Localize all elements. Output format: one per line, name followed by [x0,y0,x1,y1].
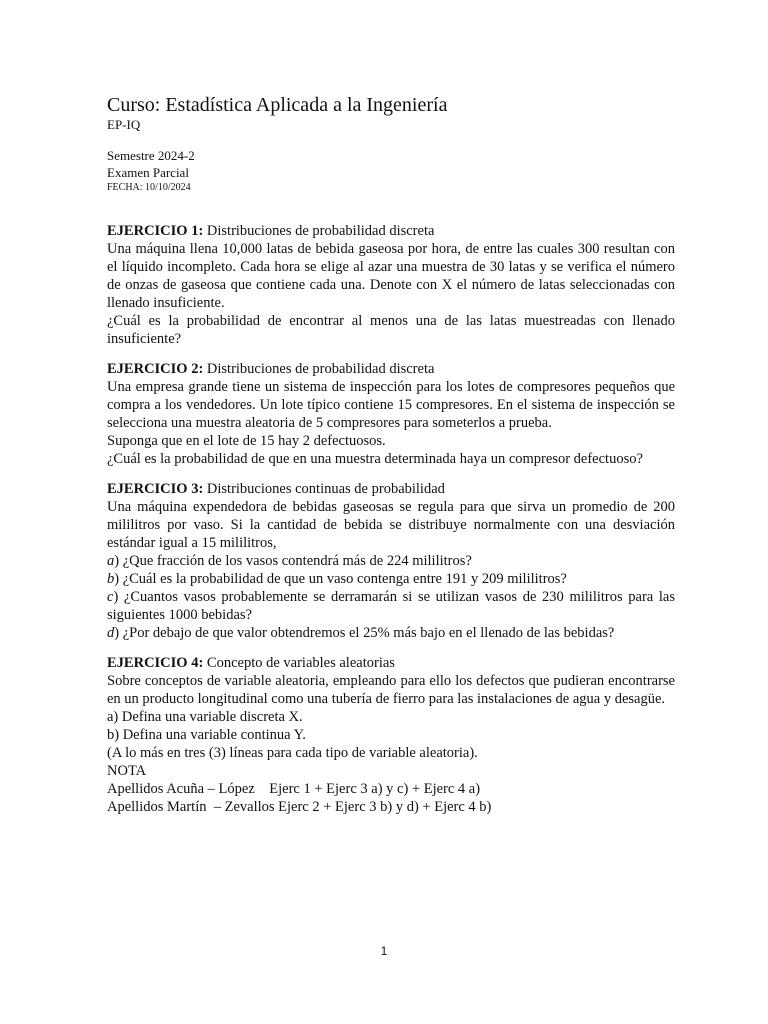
exercise-topic: Distribuciones de probabilidad discreta [203,223,435,239]
exercise-3 [107,480,675,642]
question-item-b: b) Defina una variable continua Y. [107,727,306,743]
question-item-c [107,588,675,624]
exercise-label: EJERCICIO 1: [107,223,204,239]
exercise-topic: Distribuciones continuas de probabilidad [203,481,445,497]
exercise-question: ¿Cuál es la probabilidad de que en una muestra determinada haya un compresor defectuoso? [107,451,643,467]
item-letter: d [107,625,115,641]
item-letter: b [107,571,115,587]
exercise-paragraph: Sobre conceptos de variable aleatoria, empleando para ello los defectos que pudieran encontrarse en un producto longitudinal como una tubería de fierro para las instalaciones de agua y desagüe. [107,673,675,707]
exercise-label: EJERCICIO 2: [107,361,204,377]
exam-page [107,94,675,816]
question-item-a [107,552,675,570]
exercise-paragraph: Una máquina llena 10,000 latas de bebida gaseosa por hora, de entre las cuales 300 resultan con el líquido incompleto. Cada hora se elige al azar una muestra de 30 latas y se verifica el número de onzas de gaseosa que contiene cada una. Denote con X el número de latas seleccionadas con llenado insuficiente. [107,241,675,311]
exercise-question: ¿Cuál es la probabilidad de encontrar al menos una de las latas muestreadas con llenado insuficiente? [107,313,675,347]
exam-type: Examen Parcial [107,165,189,180]
nota-assignment-row: Apellidos Martín – Zevallos Ejerc 2 + Ejerc 3 b) y d) + Ejerc 4 b) [107,799,492,815]
question-item-b [107,570,675,588]
exercise-2 [107,360,675,468]
item-text: ) ¿Por debajo de que valor obtendremos el 25% más bajo en el llenado de las bebidas? [114,625,615,641]
exercise-paragraph: Una empresa grande tiene un sistema de inspección para los lotes de compresores pequeños que compra a los vendedores. Un lote típico contiene 15 compresores. En el sistema de inspección se selecciona una muestra aleatoria de 5 compresores para someterlos a prueba. [107,379,675,431]
exercise-topic: Concepto de variables aleatorias [203,655,395,671]
question-item-a: a) Defina una variable discreta X. [107,709,303,725]
nota-heading: NOTA [107,763,147,779]
exercise-4 [107,654,675,816]
nota-assignment-row: Apellidos Acuña – López Ejerc 1 + Ejerc 3 a) y c) + Ejerc 4 a) [107,781,481,797]
exam-date: FECHA: 10/10/2024 [107,182,191,193]
program-code: EP-IQ [107,117,141,132]
exercise-paragraph: Suponga que en el lote de 15 hay 2 defectuosos. [107,433,386,449]
instruction-note: (A lo más en tres (3) líneas para cada tipo de variable aleatoria). [107,745,478,761]
course-title: Curso: Estadística Aplicada a la Ingeniería [107,94,448,116]
item-text: ) ¿Que fracción de los vasos contendrá más de 224 mililitros? [114,553,472,569]
exercise-paragraph: Una máquina expendedora de bebidas gaseosas se regula para que sirva un promedio de 200 mililitros por vaso. Si la cantidad de bebida se distribuye normalmente con una desviación estándar igual a 15 mililitros, [107,499,675,551]
exercise-topic: Distribuciones de probabilidad discreta [203,361,435,377]
exercise-heading [107,222,675,240]
semester: Semestre 2024-2 [107,148,195,163]
exercise-1 [107,222,675,348]
item-text: ) ¿Cuál es la probabilidad de que un vaso contenga entre 191 y 209 mililitros? [114,571,567,587]
page-number: 1 [380,944,388,958]
exercise-heading [107,360,675,378]
exercise-heading [107,654,675,672]
exercise-label: EJERCICIO 4: [107,655,204,671]
item-letter: c [107,589,114,605]
question-item-d [107,624,675,642]
exercise-label: EJERCICIO 3: [107,481,204,497]
item-letter: a [107,553,115,569]
exercise-heading [107,480,675,498]
item-text: ) ¿Cuantos vasos probablemente se derramarán si se utilizan vasos de 230 mililitros para las siguientes 1000 bebidas? [107,589,675,623]
